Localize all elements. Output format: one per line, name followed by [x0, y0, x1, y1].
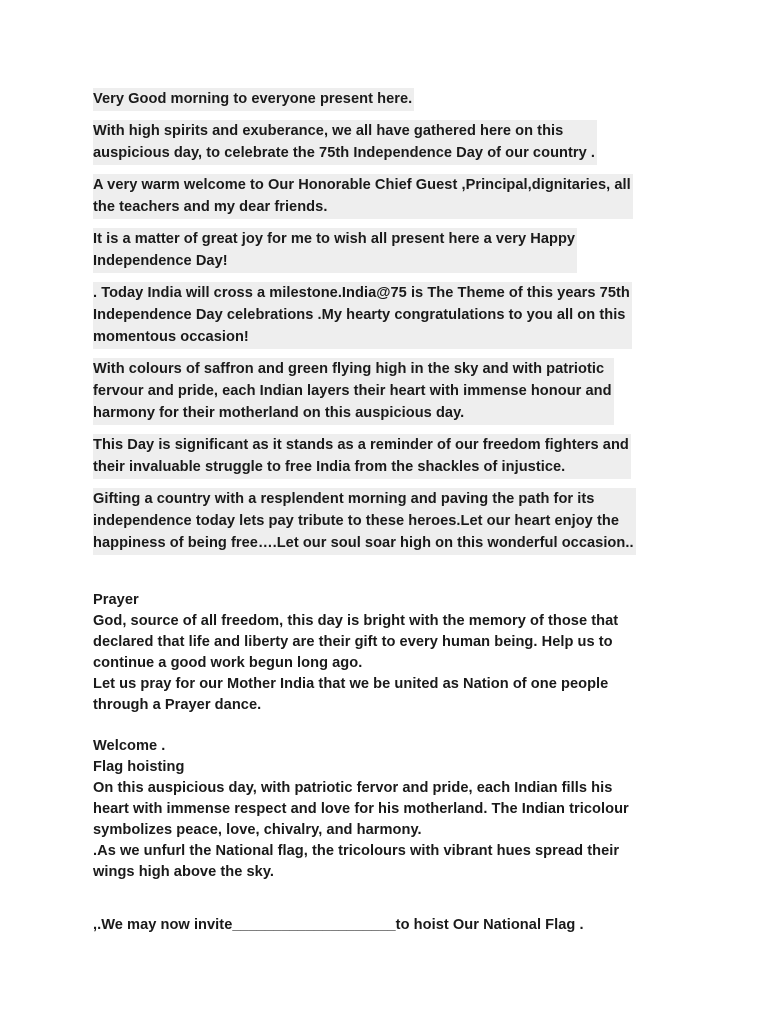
speech-text: [93, 88, 683, 936]
paragraph-tribute: [93, 488, 636, 555]
spacer: [93, 883, 683, 915]
text-line: through a Prayer dance.: [93, 696, 262, 713]
text-line: This Day is significant as it stands as a reminder of our freedom fighters and: [93, 437, 629, 453]
text-line: symbolizes peace, love, chivalry, and harmony.: [93, 822, 422, 839]
text-line: heart with immense respect and love for his motherland. The Indian tricolour: [93, 801, 629, 818]
text-line: auspicious day, to celebrate the 75th Independence Day of our country .: [93, 145, 596, 161]
welcome-heading: Welcome .: [93, 738, 166, 755]
text-line: It is a matter of great joy for me to wish all present here a very Happy: [93, 231, 576, 247]
spacer: [93, 564, 683, 590]
welcome-section: [93, 736, 683, 882]
paragraph-joy: [93, 228, 577, 273]
text-line: God, source of all freedom, this day is bright with the memory of those that: [93, 612, 619, 629]
text-line: harmony for their motherland on this auspicious day.: [93, 405, 465, 421]
text-line: .As we unfurl the National flag, the tricolours with vibrant hues spread their: [93, 842, 620, 859]
prayer-heading: Prayer: [93, 592, 139, 608]
text-line: their invaluable struggle to free India from the shackles of injustice.: [93, 459, 566, 475]
invite-section: [93, 915, 683, 936]
text-line: the teachers and my dear friends.: [93, 199, 328, 215]
text-line: Very Good morning to everyone present here.: [93, 91, 413, 107]
flag-hoisting-heading: Flag hoisting: [93, 759, 185, 776]
paragraph-milestone: [93, 282, 632, 349]
text-line: . Today India will cross a milestone.India@75 is The Theme of this years 75th: [93, 285, 630, 301]
text-line: continue a good work begun long ago.: [93, 654, 363, 671]
text-line: momentous occasion!: [93, 329, 249, 345]
text-line: wings high above the sky.: [93, 863, 275, 880]
text-line: independence today lets pay tribute to these heroes.Let our heart enjoy the: [93, 513, 619, 529]
text-line: With colours of saffron and green flying high in the sky and with patriotic: [93, 361, 605, 377]
paragraph-greeting: [93, 88, 414, 111]
invite-line: ,.We may now invite____________________to hoist Our National Flag .: [93, 916, 584, 933]
text-line: Independence Day!: [93, 253, 228, 269]
paragraph-significance: [93, 434, 631, 479]
text-line: declared that life and liberty are their gift to every human being. Help us to: [93, 633, 613, 650]
prayer-section: [93, 590, 683, 715]
paragraph-colours: [93, 358, 614, 425]
spacer: [93, 715, 683, 736]
text-line: Independence Day celebrations .My hearty congratulations to you all on this: [93, 307, 626, 323]
text-line: A very warm welcome to Our Honorable Chief Guest ,Principal,dignitaries, all: [93, 177, 631, 193]
text-line: happiness of being free….Let our soul soar high on this wonderful occasion..: [93, 535, 634, 551]
text-line: fervour and pride, each Indian layers their heart with immense honour and: [93, 383, 612, 399]
paragraph-welcome-guests: [93, 174, 633, 219]
text-line: With high spirits and exuberance, we all have gathered here on this: [93, 123, 564, 139]
text-line: Let us pray for our Mother India that we be united as Nation of one people: [93, 675, 609, 692]
text-line: Gifting a country with a resplendent morning and paving the path for its: [93, 491, 595, 507]
text-line: On this auspicious day, with patriotic fervor and pride, each Indian fills his: [93, 780, 613, 797]
paragraph-gathering: [93, 120, 597, 165]
